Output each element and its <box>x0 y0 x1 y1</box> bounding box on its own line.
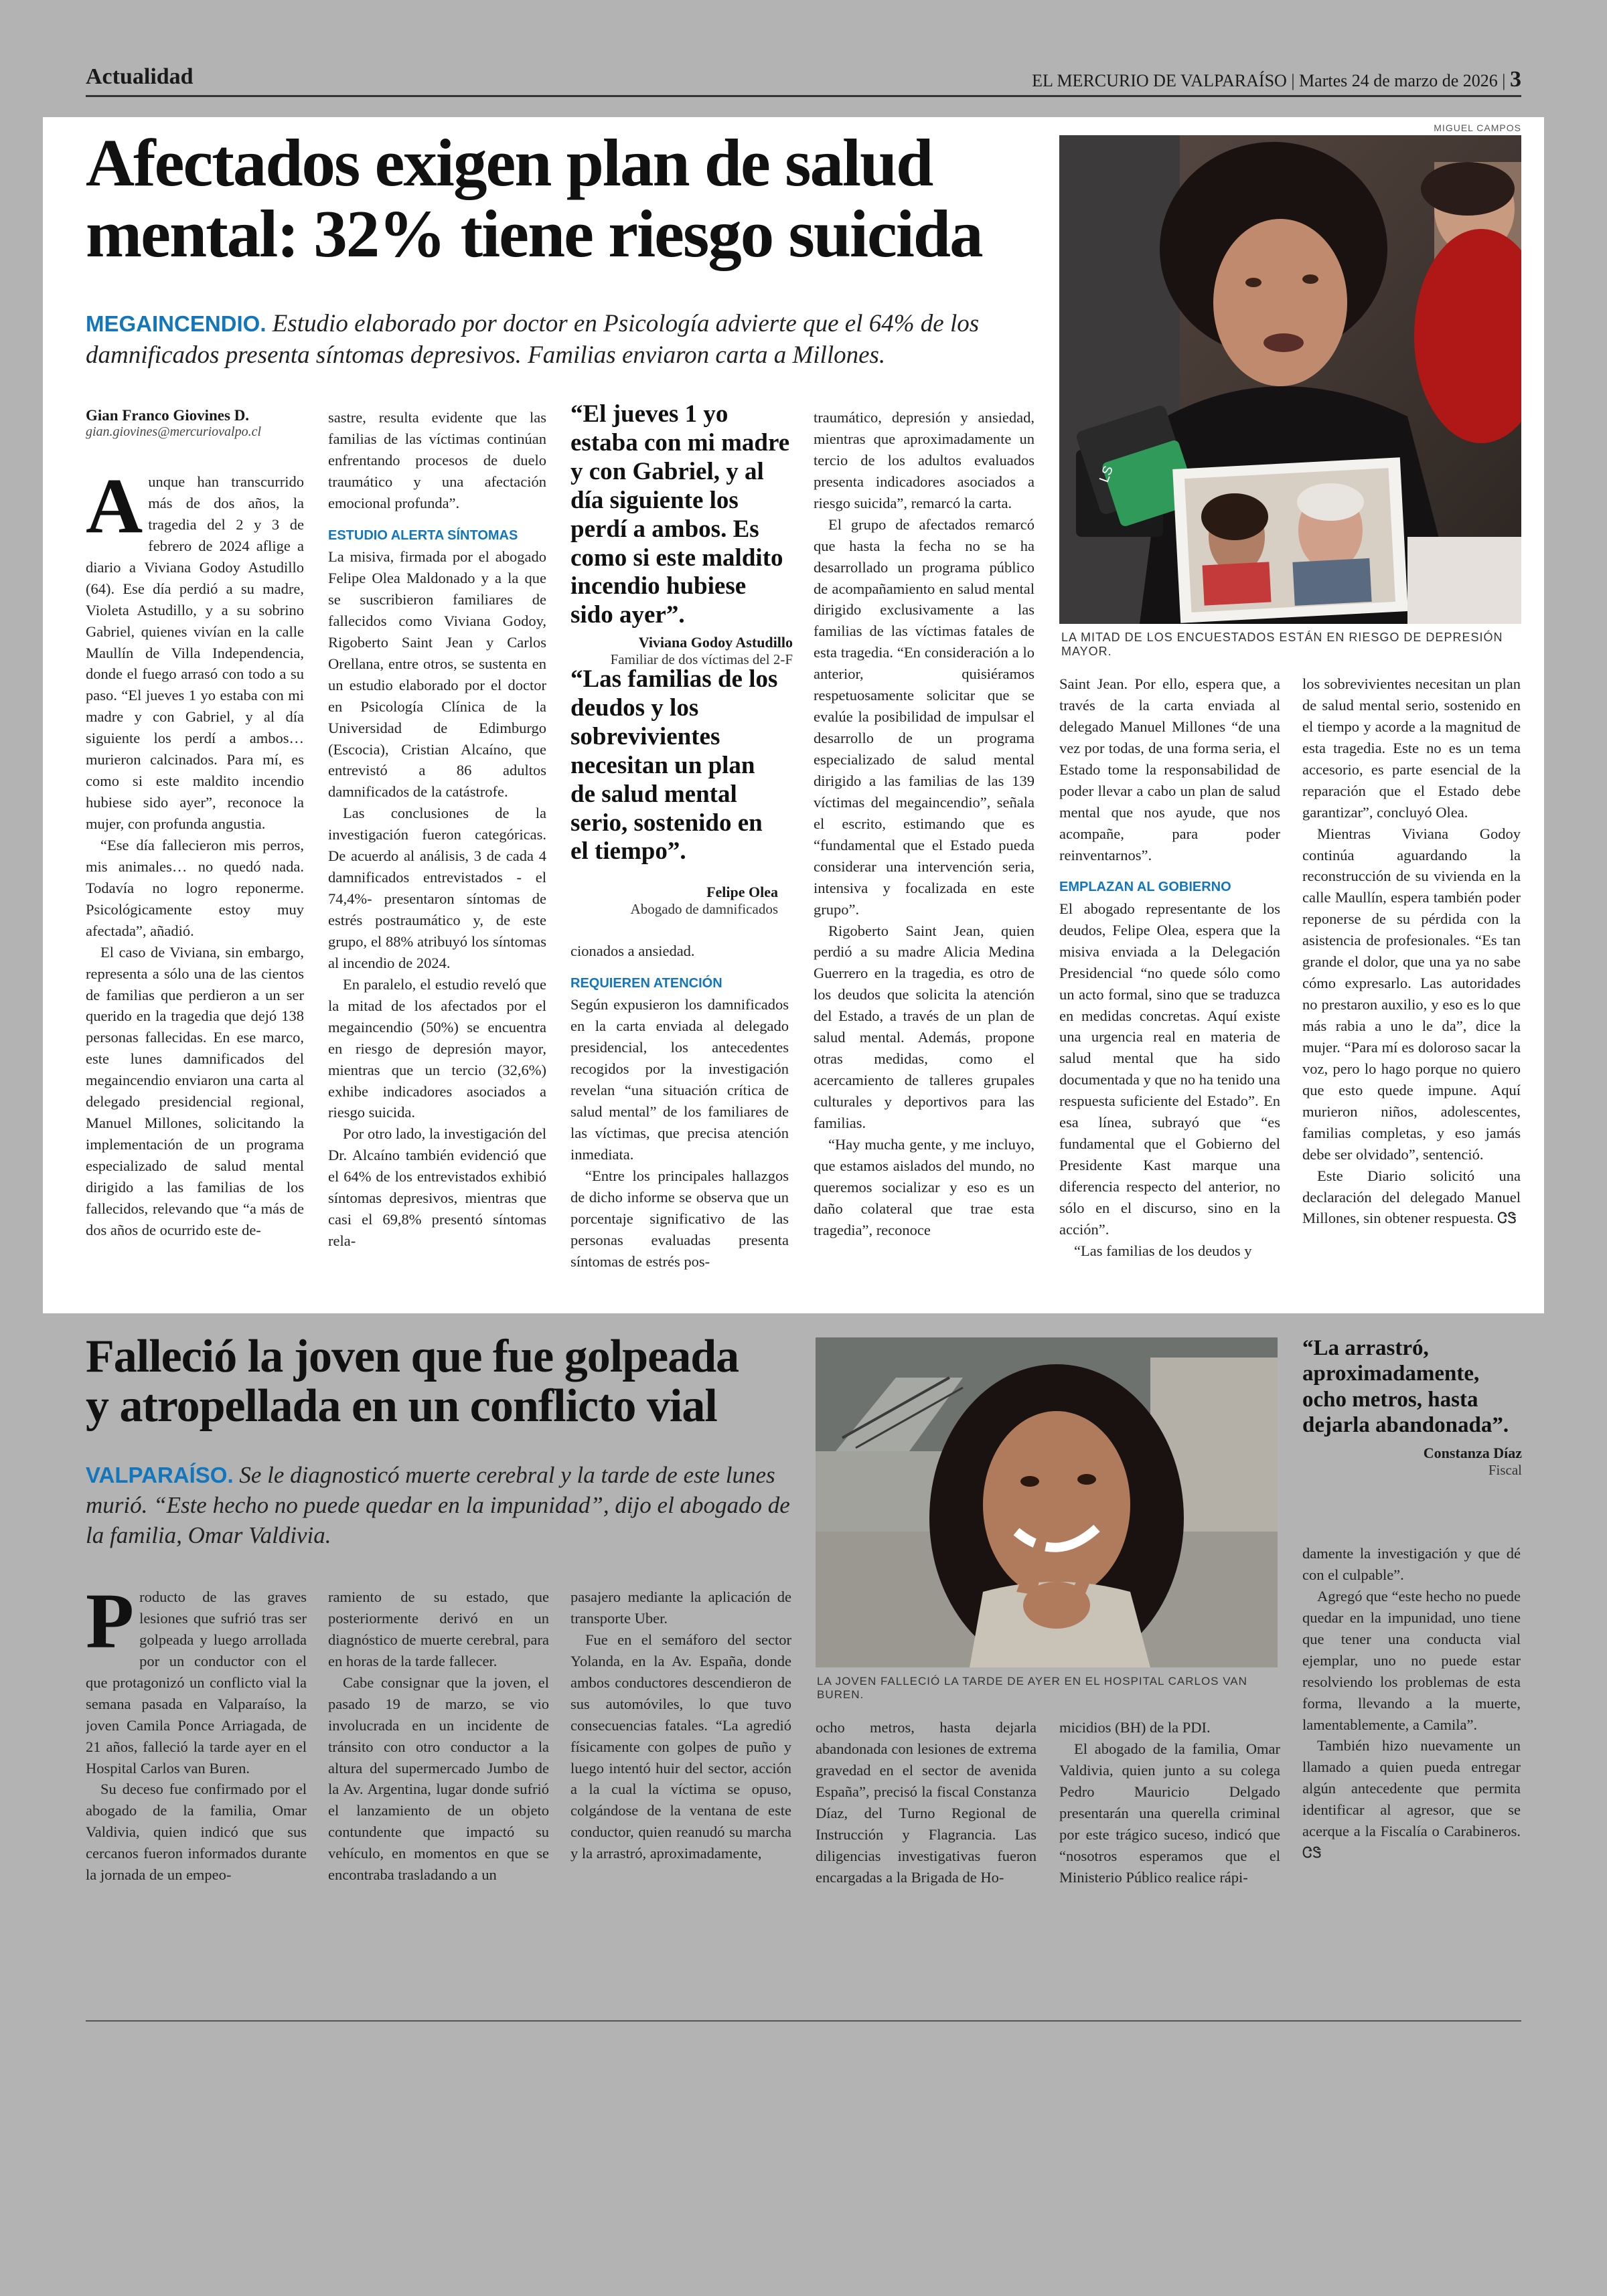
story2-column-4: ocho metros, hasta dejarla abandonada con lesiones de extrema gravedad en el sector de avenida España”, precisó la fiscal Constanza Díaz, del Turno Regional de Instrucción y Flagrancia. Las diligencias investigativas fueron encargadas a la Brigada de Ho- <box>816 1719 1037 1886</box>
photo-credit: MIGUEL CAMPOS <box>1434 122 1521 133</box>
pull-quote-fiscal: “La arrastró, aproximadamente, ocho metros, hasta dejarla abandonada”. Constanza Díaz Fiscal <box>1302 1336 1522 1479</box>
section-title: Actualidad <box>86 64 194 89</box>
story1-photo <box>1059 135 1521 624</box>
subhead-emplazan: EMPLAZAN AL GOBIERNO <box>1059 880 1231 895</box>
author-email: gian.giovines@mercuriovalpo.cl <box>86 424 262 439</box>
story1-column-3: cionados a ansiedad. REQUIEREN ATENCIÓN Según expusieron los damnificados en la carta enviada al delegado presidencial, los antecedentes recogidos por la investigación revelan “una situación crítica de salud mental” de los familiares de las víctimas, que precisa atención inmediata. “Entre los principales hallazgos de dicho informe se observa que un porcentaje significativo de las personas evaluadas presenta síntomas de estrés pos- <box>570 942 789 1270</box>
story1-headline: Afectados exigen plan de salud mental: 32% tiene riesgo suicida <box>86 125 982 272</box>
story2-column-1: Producto de las graves lesiones que sufrió tras ser golpeada y luego arrollada por un conductor con el que protagonizó un conflicto vial la semana pasada en Valparaíso, la joven Camila Ponce Arriagada, de 21 años, falleció la tarde ayer en el Hospital Carlos van Buren. Su deceso fue confirmado por el abogado de la familia, Omar Valdivia, quien indicó que sus cercanos fueron informados durante la jornada de un empeo- <box>86 1586 307 1884</box>
pull-quote-olea: “Las familias de los deudos y los sobrevivientes necesitan un plan de salud mental serio, sostenido en el tiempo”. Felipe Olea Abogado de damnificados <box>570 665 778 918</box>
story2-column-2: ramiento de su estado, que posteriormente derivó en un diagnóstico de muerte cerebral, para en horas de la tarde fallecer. Cabe consignar que la joven, el pasado 19 de marzo, se vio involucrada en un incidente de tránsito con otro conductor a la altura del supermercado Jumbo de la Av. Argentina, lugar donde sufrió el lanzamiento de un objeto contundente que impactó su vehículo, en momentos en que se encontraba trasladando a un <box>328 1588 549 1884</box>
story1-kicker: MEGAINCENDIO. <box>86 311 266 336</box>
newspaper-name: EL MERCURIO DE VALPARAÍSO <box>1032 71 1287 90</box>
story2-headline: Falleció la joven que fue golpeada y atropellada en un conflicto vial <box>86 1331 739 1432</box>
story2-column-6: damente la investigación y que dé con el culpable”. Agregó que “este hecho no puede quedar en la impunidad, uno tiene que tener una conducta vial ejemplar, uno no puede estar resolviendo los problemas de esta forma, llevando a la muerte, lamentablemente, a Camila”. También hizo nuevamente un llamado a quien pueda entregar algún antecedente que permita identificar al agresor, que se acerque a la Fiscalía o Carabineros. ᏣᏕ <box>1302 1545 1521 1862</box>
story1-byline-block <box>86 407 300 440</box>
story2-kicker: VALPARAÍSO. <box>86 1463 234 1487</box>
story2-column-3: pasajero mediante la aplicación de transporte Uber. Fue en el semáforo del sector Yolanda, en la Av. España, donde ambos conductores descendieron de sus automóviles, lo que tuvo consecuencias fatales. “La agredió físicamente con golpes de puño y luego intentó huir del sector, acción a la cual la víctima se opuso, colgándose de la ventana de este conductor, quien reanudó su marcha y la arrastró, aproximadamente, <box>570 1588 791 1862</box>
header-rule <box>86 95 1521 97</box>
victim-photo-illustration <box>816 1337 1278 1667</box>
drop-cap-p: P <box>86 1586 135 1665</box>
story2-photo-caption: LA JOVEN FALLECIÓ LA TARDE DE AYER EN EL HOSPITAL CARLOS VAN BUREN. <box>817 1675 1247 1701</box>
story1-column-5: Saint Jean. Por ello, espera que, a través de la carta enviada al delegado Manuel Millones “de una vez por todas, de una forma seria, el Estado tome la responsabilidad de poder llevar a cabo un plan de salud mental que nos ayude, que nos acompañe, para poder reinventarnos”. EMPLAZAN AL GOBIERNO El abogado representante de los deudos, Felipe Olea, espera que la misiva enviada a la Delegación Presidencial “no quede sólo como un acto formal, sino que se traduzca en medidas concretas. Aquí existe una urgencia real en materia de salud mental que ha sido documentada y que no ha tenido una respuesta suficiente del Estado”. En esa línea, subrayó que “es fundamental que el Gobierno del Presidente Kast marque una diferencia respecto del anterior, no sólo en el discurso, sino en la acción”. “Las familias de los deudos y <box>1059 675 1280 1259</box>
story1-column-4: traumático, depresión y ansiedad, mientras que aproximadamente un tercio de los adultos evaluados presenta indicadores asociados a riesgo suicida”, remarcó la carta. El grupo de afectados remarcó que hasta la fecha no se ha desarrollado un programa público de acompañamiento en salud mental dirigido exclusivamente a las familias de las víctimas fatales de esta tragedia. “En consideración a lo anterior, quisiéramos respetuosamente solicitar que se evalúe la posibilidad de impulsar el desarrollo de un programa especializado de salud mental dirigido a las familias de las 139 víctimas del megaincendio”, señala el escrito, estimando que es “fundamental que el Estado pueda considerar una intervención seria, intensiva y focalizada en este grupo”. Rigoberto Saint Jean, quien perdió a su madre Alicia Medina Guerrero en la tragedia, es otro de los deudos que solicita la atención del Estado, a través de un plan de salud mental. Además, propone otras medidas, como el acercamiento de talleres grupales culturales y deportivos para las familias. “Hay mucha gente, y me incluyo, que estamos aislados del mundo, no queremos socializar y eso es un daño colateral que trae esta tragedia”, reconoce <box>814 409 1035 1238</box>
survivor-photo-illustration <box>1059 135 1521 624</box>
story2-deck: VALPARAÍSO. Se le diagnosticó muerte cerebral y la tarde de este lunes murió. “Este hecho no puede quedar en la impunidad”, dijo el abogado de la familia, Omar Valdivia. <box>86 1462 790 1548</box>
end-mark: ᏣᏕ <box>1497 1210 1517 1227</box>
page-number: 3 <box>1510 67 1521 92</box>
drop-cap: A <box>86 471 143 550</box>
subhead-estudio: ESTUDIO ALERTA SÍNTOMAS <box>328 527 518 543</box>
story1-column-2: sastre, resulta evidente que las familias de las víctimas continúan enfrentando procesos de duelo traumático y una afectación emocional profunda”. ESTUDIO ALERTA SÍNTOMAS La misiva, firmada por el abogado Felipe Olea Maldonado y a la que se suscribieron familiares de fallecidos como Viviana Godoy, Rigoberto Saint Jean y Carlos Orellana, entre otros, se sustenta en un estudio elaborado por el doctor en Psicología Clínica de la Universidad de Edimburgo (Escocia), Cristian Alcaíno, que entrevistó a 86 adultos damnificados de la catástrofe. Las conclusiones de la investigación fueron categóricas. De acuerdo al análisis, 3 de cada 4 damnificados entrevistados - el 74,4%- presentaron síntomas de estrés postraumático y, de este grupo, el 88% atribuyó los síntomas al incendio de 2024. En paralelo, el estudio reveló que la mitad de los afectados por el megaincendio (50%) se encuentra en riesgo de depresión mayor, mientras que un tercio (32,6%) exhibe indicadores asociados a riesgo suicida. Por otro lado, la investigación del Dr. Alcaíno también evidenció que el 64% de los entrevistados exhibió síntomas depresivos, mientras que casi el 69,8% presentó síntomas rela- <box>328 409 546 1250</box>
story1-column-1: Aunque han transcurrido más de dos años, la tragedia del 2 y 3 de febrero de 2024 aflige a diario a Viviana Godoy Astudillo (64). Ese día perdió a su madre, Violeta Astudillo, y a su sobrino Gabriel, quienes vivían en la calle Maullín de Villa Independencia, donde el fuego arrasó con todo a su paso. “El jueves 1 yo estaba con mi madre y con Gabriel, y al día siguiente los perdí a ambos… murieron calcinados. Para mí, es como si este maldito incendio hubiese sido ayer”, reconoce la mujer, con profunda angustia. “Ese día fallecieron mis perros, mis animales… no quedó nada. Todavía no logro reponerme. Psicológicamente estoy muy afectada”, añadió. El caso de Viviana, sin embargo, representa a sólo una de las cientos de familias que perdieron a un ser querido en la tragedia que dejó 138 personas fallecidas. En ese marco, este lunes damnificados del megaincendio enviaron una carta al delegado presidencial regional, Manuel Millones, solicitando la implementación de un programa especializado de salud mental dirigido a las familias de los fallecidos, relevando que “a más de dos años de ocurrido este de- <box>86 471 304 1238</box>
issue-date: Martes 24 de marzo de 2026 <box>1299 71 1498 90</box>
story1-deck: MEGAINCENDIO. Estudio elaborado por doctor en Psicología advierte que el 64% de los damnificados presenta síntomas depresivos. Familias enviaron carta a Millones. <box>86 310 980 370</box>
masthead: EL MERCURIO DE VALPARAÍSO | Martes 24 de marzo de 2026 | 3 <box>1032 67 1521 92</box>
subhead-requieren: REQUIEREN ATENCIÓN <box>570 975 722 991</box>
story1-photo-caption: LA MITAD DE LOS ENCUESTADOS ESTÁN EN RIESGO DE DEPRESIÓN MAYOR. <box>1061 631 1503 658</box>
story2-photo <box>816 1337 1278 1667</box>
end-mark-2: ᏣᏕ <box>1302 1844 1322 1862</box>
pull-quote-viviana: “El jueves 1 yo estaba con mi madre y con Gabriel, y al día siguiente los perdí a ambos. Es como si este maldito incendio hubiese sido ayer”. Viviana Godoy Astudillo Familiar de dos víctimas del 2-F <box>570 400 793 668</box>
mic-label: LS <box>1097 464 1117 485</box>
footer-rule <box>86 2020 1521 2022</box>
story2-column-5: micidios (BH) de la PDI. El abogado de la familia, Omar Valdivia, quien junto a su colega Pedro Mauricio Delgado presentarán una querella criminal por este trágico suceso, indicó que “nosotros esperamos que el Ministerio Público realice rápi- <box>1059 1719 1280 1886</box>
author-name: Gian Franco Giovines D. <box>86 407 250 424</box>
story1-column-6: los sobrevivientes necesitan un plan de salud mental serio, sostenido en el tiempo y acorde a la magnitud de esta tragedia. Este no es un tema accesorio, es parte esencial de la reparación que el Estado debe garantizar”, concluyó Olea. Mientras Viviana Godoy continúa aguardando la reconstrucción de su vivienda en la calle Maullín, espera también poder reponerse de su pérdida con la asistencia de profesionales. “Es tan grande el dolor, que una ya no sabe cómo expresarlo. Las autoridades no prestaron auxilio, y eso es lo que más rabia a uno le da”, dice la mujer. “Para mí es doloroso sacar la voz, pero lo hago porque no quiero que esto quede impune. Aquí murieron niños, adolescentes, familias completas, y eso jamás debe ser olvidado”, sentenció. Este Diario solicitó una declaración del delegado Manuel Millones, sin obtener respuesta. ᏣᏕ <box>1302 675 1521 1227</box>
